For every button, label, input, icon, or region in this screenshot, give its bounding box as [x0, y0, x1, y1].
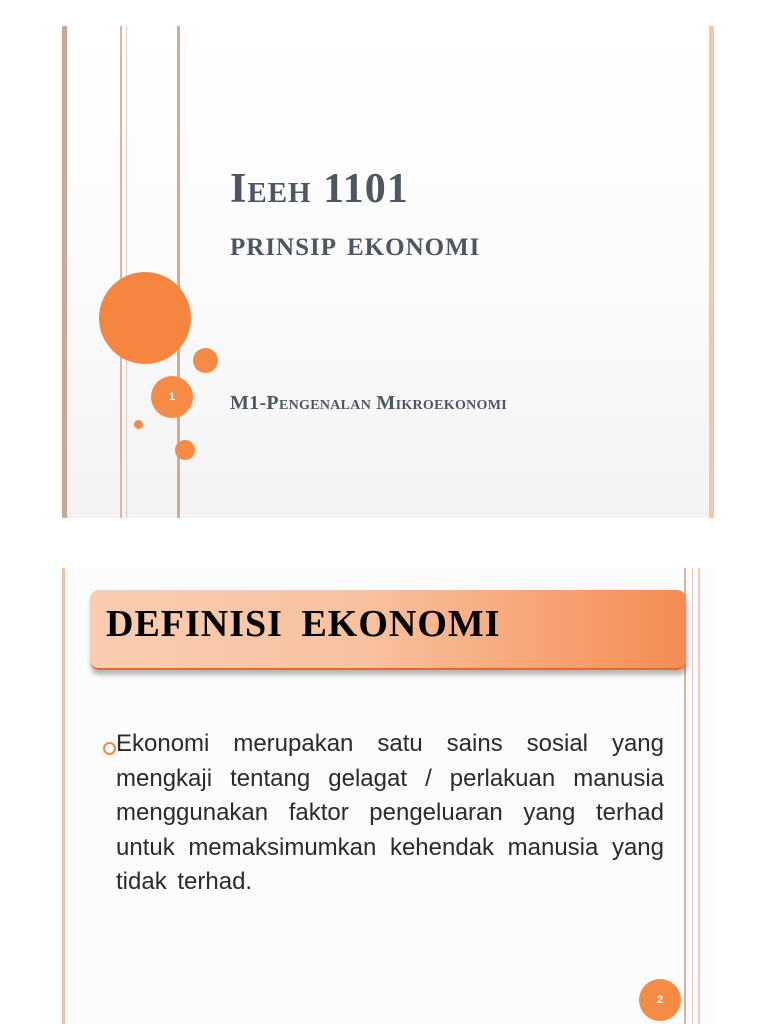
decor-line	[62, 26, 67, 518]
page-number: 2	[656, 994, 664, 1006]
decor-line	[120, 26, 122, 518]
slide-1	[62, 26, 714, 518]
decor-line	[698, 568, 700, 1024]
course-name: prinsip ekonomi	[230, 223, 481, 263]
decor-line	[62, 568, 65, 1024]
heading-banner	[90, 590, 686, 670]
decor-line	[709, 26, 714, 518]
slide-title	[230, 164, 480, 270]
decor-circle-tiny	[134, 420, 143, 429]
decor-circle-small	[193, 348, 218, 373]
decor-circle-small	[175, 440, 195, 460]
slide-subtitle: M1-Pengenalan Mikroekonomi	[230, 392, 508, 414]
course-code: Ieeh 1101	[230, 166, 409, 212]
definition-text: Ekonomi merupakan satu sains sosial yang mengkaji tentang gelagat / perlakuan manusia menggunakan faktor pengeluaran yang terhad untuk memaksimumkan kehendak manusia yang tidak terhad.	[116, 730, 664, 895]
decor-line	[692, 568, 693, 1024]
decor-line	[126, 26, 127, 518]
slide-heading: DEFINISI EKONOMI	[106, 603, 501, 645]
page-number: 1	[168, 391, 176, 403]
decor-circle-large	[99, 272, 191, 364]
slide-2	[62, 568, 714, 1024]
bullet-icon	[103, 742, 116, 755]
